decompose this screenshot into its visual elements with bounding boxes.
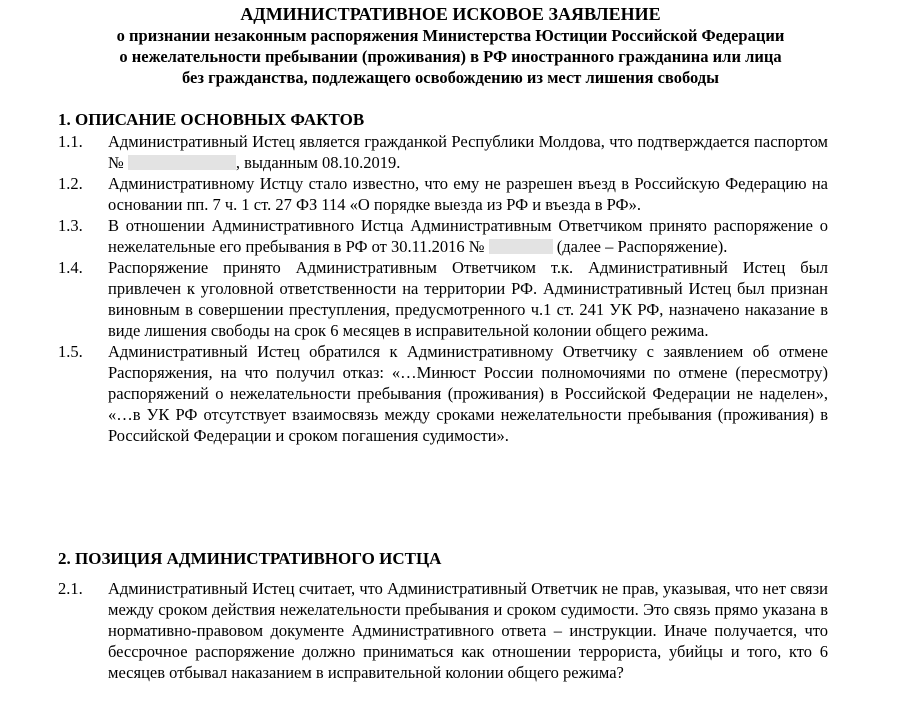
item-number: 1.3.: [58, 216, 83, 235]
section-facts: [58, 109, 828, 446]
redacted-passport-number: [128, 155, 236, 170]
item-number: 2.1.: [58, 579, 83, 598]
item-text: Административному Истцу стало известно, что ему не разрешен въезд в Российскую Федерацию на основании пп. 7 ч. 1 ст. 27 ФЗ 114 «О порядке выезда из РФ и въезда в РФ».: [108, 174, 828, 214]
list-item-1-3: [58, 215, 828, 257]
list-item-1-4: [58, 257, 828, 341]
item-number: 1.5.: [58, 342, 83, 361]
redacted-order-number: [489, 239, 553, 254]
item-text-part: (далее – Распоряжение).: [552, 237, 728, 256]
item-text: [108, 131, 828, 173]
item-text: Административный Истец считает, что Административный Ответчик не прав, указывая, что нет связи между сроком действия нежелательности пребывания и сроком судимости. Это связь прямо указана в нормативно-правовом документе Административного ответа – инструкции. Иначе получается, что бессрочное распоряжение должно приниматься как отношении террориста, убийцы и того, кто 6 месяцев отбывал наказанием в исправительной колонии общего режима?: [108, 579, 828, 682]
document-subtitle-line-2: о нежелательности пребывании (проживания) в РФ иностранного гражданина или лица: [119, 47, 782, 66]
section-position: [58, 548, 828, 683]
item-text-part: В отношении Административного Истца Административным Ответчиком принято распоряжение о нежелательные его пребывания в РФ от 30.11.2016 №: [108, 216, 828, 256]
item-text: Административный Истец обратился к Административному Ответчику с заявлением об отмене Распоряжения, на что получил отказ: «…Минюст России полномочиями по отмене (пересмотру) распоряжений о нежелательности пребывания (проживания) в Российской Федерации не наделен», «…в УК РФ отсутствует взаимосвязь между сроками нежелательности пребывания (проживания) в Российской Федерации и сроком погашения судимости».: [108, 342, 828, 445]
list-item-1-2: [58, 173, 828, 215]
list-item-1-5: [58, 341, 828, 446]
document-title-block: [0, 3, 901, 88]
item-text: Распоряжение принято Административным Ответчиком т.к. Административный Истец был привлечен к уголовной ответственности на территории РФ. Административный Истец был признан виновным в совершении преступления, предусмотренного ч.1 ст. 241 УК РФ, назначено наказание в виде лишения свободы на срок 6 месяцев в исправительной колонии общего режима.: [108, 258, 828, 340]
item-text: [108, 215, 828, 257]
item-number: 1.4.: [58, 258, 83, 277]
list-item-1-1: [58, 131, 828, 173]
item-number: 1.2.: [58, 174, 83, 193]
document-subtitle-line-1: о признании незаконным распоряжения Министерства Юстиции Российской Федерации: [116, 26, 785, 45]
item-text-part: , выданным 08.10.2019.: [235, 153, 401, 172]
section-heading-position: 2. ПОЗИЦИЯ АДМИНИСТРАТИВНОГО ИСТЦА: [58, 549, 442, 568]
item-text-part: Административный Истец является гражданкой Республики Молдова, что подтверждается паспортом №: [108, 132, 828, 172]
list-item-2-1: [58, 578, 828, 683]
document-subtitle-line-3: без гражданства, подлежащего освобождению из мест лишения свободы: [181, 68, 719, 87]
section-heading-facts: 1. ОПИСАНИЕ ОСНОВНЫХ ФАКТОВ: [58, 110, 365, 129]
item-number: 1.1.: [58, 132, 83, 151]
document-title: АДМИНИСТРАТИВНОЕ ИСКОВОЕ ЗАЯВЛЕНИЕ: [240, 4, 661, 24]
